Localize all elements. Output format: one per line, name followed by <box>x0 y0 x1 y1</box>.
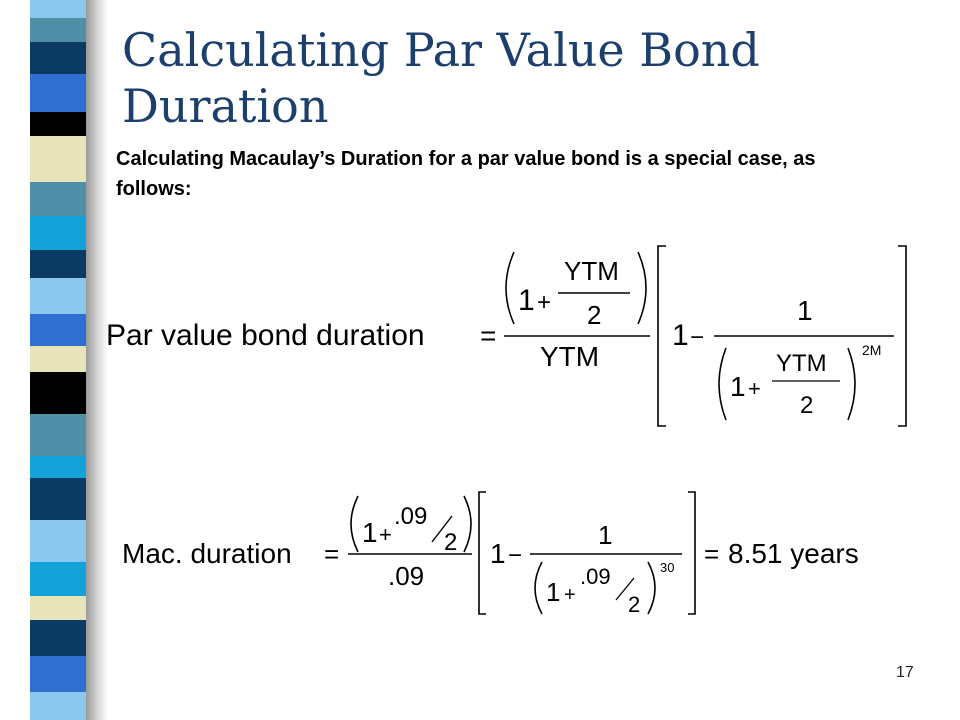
strip-block <box>30 562 86 596</box>
strip-block <box>30 182 86 216</box>
ex-denom-rate: .09 <box>388 561 425 591</box>
strip-block <box>30 372 86 414</box>
inner-right-paren <box>848 348 855 420</box>
formula-equals: = <box>480 320 497 351</box>
formula-lhs: Par value bond duration <box>106 319 425 352</box>
strip-block <box>30 520 86 562</box>
ex-result: 8.51 years <box>728 538 859 569</box>
example-lhs: Mac. duration <box>122 538 292 569</box>
strip-block <box>30 136 86 182</box>
slide-title: Calculating Par Value Bond Duration <box>122 23 760 133</box>
strip-block <box>30 18 86 42</box>
strip-block <box>30 478 86 520</box>
ex-bracket-minus: − <box>508 542 523 569</box>
strip-block <box>30 314 86 346</box>
inner-ytm: YTM <box>776 350 827 377</box>
strip-block <box>30 278 86 314</box>
ex-numer-plus: + <box>379 522 392 547</box>
strip-block <box>30 692 86 720</box>
ex-inner-rate: .09 <box>580 564 611 589</box>
strip-block <box>30 112 86 136</box>
strip-block <box>30 0 86 18</box>
ex-inner-two: 2 <box>628 592 641 617</box>
right-paren <box>638 252 646 324</box>
strip-block <box>30 346 86 372</box>
inner-two: 2 <box>800 392 814 419</box>
ex-left-paren <box>351 496 358 552</box>
strip-block <box>30 42 86 74</box>
page-number: 17 <box>896 664 914 681</box>
decorative-strip <box>30 0 86 720</box>
inner-plus: + <box>748 376 761 401</box>
ex-left-bracket <box>479 492 486 614</box>
mac-duration-example <box>118 486 888 620</box>
bracket-minus: − <box>690 324 705 351</box>
strip-block <box>30 216 86 250</box>
ex-right-bracket <box>688 492 695 614</box>
ex-inner-right-paren <box>648 562 655 614</box>
numer-plus: + <box>537 289 552 316</box>
bracket-numer-one: 1 <box>797 295 813 326</box>
numer-one: 1 <box>518 284 535 317</box>
numer-ytm: YTM <box>564 256 619 286</box>
inner-one: 1 <box>730 371 746 402</box>
ex-inner-plus: + <box>564 584 576 606</box>
ex-right-paren <box>464 496 471 552</box>
ex-inner-left-paren <box>535 562 542 614</box>
strip-block <box>30 414 86 456</box>
example-equals: = <box>324 539 340 569</box>
right-bracket <box>898 246 906 426</box>
ex-bracket-numer-one: 1 <box>598 520 613 550</box>
left-bracket <box>658 246 666 426</box>
left-paren <box>506 252 514 324</box>
inner-left-paren <box>719 348 726 420</box>
ex-exponent-30: 30 <box>660 560 675 575</box>
bracket-one: 1 <box>672 319 689 352</box>
ex-numer-two: 2 <box>444 529 458 556</box>
ex-bracket-one: 1 <box>490 538 506 569</box>
ex-numer-one: 1 <box>362 517 378 548</box>
par-value-formula <box>100 238 920 434</box>
exponent-2m: 2M <box>862 342 882 358</box>
ex-inner-one: 1 <box>546 577 561 607</box>
denom-ytm: YTM <box>540 341 600 372</box>
intro-text: Calculating Macaulay’s Duration for a par value bond is a special case, as follows: <box>116 148 816 200</box>
ex-result-equals: = <box>704 539 720 569</box>
strip-block <box>30 620 86 656</box>
numer-two: 2 <box>587 300 602 330</box>
strip-block <box>30 74 86 112</box>
strip-block <box>30 250 86 278</box>
strip-block <box>30 456 86 478</box>
strip-block <box>30 596 86 620</box>
strip-block <box>30 656 86 692</box>
ex-numer-rate: .09 <box>394 503 428 530</box>
